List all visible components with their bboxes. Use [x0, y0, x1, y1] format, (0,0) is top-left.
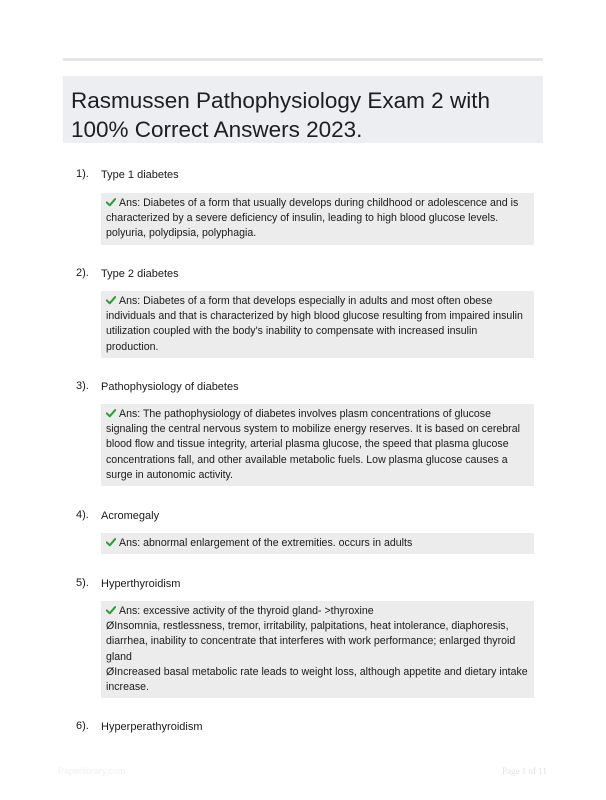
answer-line: Ans: Diabetes of a form that usually develops during childhood or adolescence and is [106, 196, 530, 211]
answer-box [101, 601, 534, 698]
answer-line: individuals and that is characterized by high blood glucose resulting from impaired insulin [106, 310, 523, 323]
checkmark-icon [106, 295, 116, 305]
question-term: Acromegaly [101, 510, 160, 522]
top-divider [63, 58, 543, 61]
question-number: 1). [76, 168, 89, 180]
answer-line: Ans: excessive activity of the thyroid gland- >thyroxine [106, 604, 530, 619]
answer-box [101, 404, 534, 486]
checkmark-icon [106, 408, 116, 418]
answer-line: Ans: abnormal enlargement of the extremities. occurs in adults [106, 536, 530, 551]
answer-box [101, 533, 534, 554]
answer-line: signaling the central nervous system to mobilize energy reserves. It is based on cerebral [106, 423, 520, 436]
answer-line: Ans: Diabetes of a form that develops especially in adults and most often obese [106, 294, 530, 309]
question-number: 4). [76, 509, 89, 521]
checkmark-icon [106, 197, 116, 207]
document-title: Rasmussen Pathophysiology Exam 2 with 100% Correct Answers 2023. [71, 88, 490, 142]
question-term: Hyperperathyroidism [101, 721, 203, 733]
question-number: 2). [76, 267, 89, 279]
title-banner [63, 76, 543, 143]
question-number: 6). [76, 720, 89, 732]
question-term: Type 2 diabetes [101, 268, 179, 280]
answer-line: production. [106, 340, 159, 353]
answer-line: diarrhea, inability to concentrate that interferes with work performance; enlarged thyroid [106, 635, 516, 648]
answer-line: polyuria, polydipsia, polyphagia. [106, 227, 257, 240]
answer-line: characterized by a severe deficiency of insulin, leading to high blood glucose levels. [106, 212, 499, 225]
answer-line: utilization coupled with the body's inability to compensate with increased insulin [106, 325, 478, 338]
answer-line: ØIncreased basal metabolic rate leads to weight loss, although appetite and dietary intake [106, 665, 528, 678]
answer-line: concentrations fall, and other available metabolic fuels. Low plasma glucose causes a [106, 453, 508, 466]
answer-line: blood flow and tissue integrity, arterial plasma glucose, the speed that plasma glucose [106, 438, 509, 451]
page-number: Page 1 of 11 [502, 766, 547, 776]
footer-watermark: Paperlibrary.com [58, 766, 126, 776]
checkmark-icon [106, 605, 116, 615]
answer-box [101, 193, 534, 245]
answer-line: ØInsomnia, restlessness, tremor, irritability, palpitations, heat intolerance, diaphoresis, [106, 620, 509, 633]
checkmark-icon [106, 537, 116, 547]
answer-line: surge in autonomic activity. [106, 468, 233, 481]
answer-line: Ans: The pathophysiology of diabetes involves plasm concentrations of glucose [106, 407, 530, 422]
answer-line: increase. [106, 681, 149, 694]
answer-box [101, 291, 534, 358]
question-number: 5). [76, 577, 89, 589]
question-term: Hyperthyroidism [101, 578, 181, 590]
question-term: Pathophysiology of diabetes [101, 381, 239, 393]
question-term: Type 1 diabetes [101, 169, 179, 181]
question-number: 3). [76, 380, 89, 392]
answer-line: gland [106, 650, 132, 663]
